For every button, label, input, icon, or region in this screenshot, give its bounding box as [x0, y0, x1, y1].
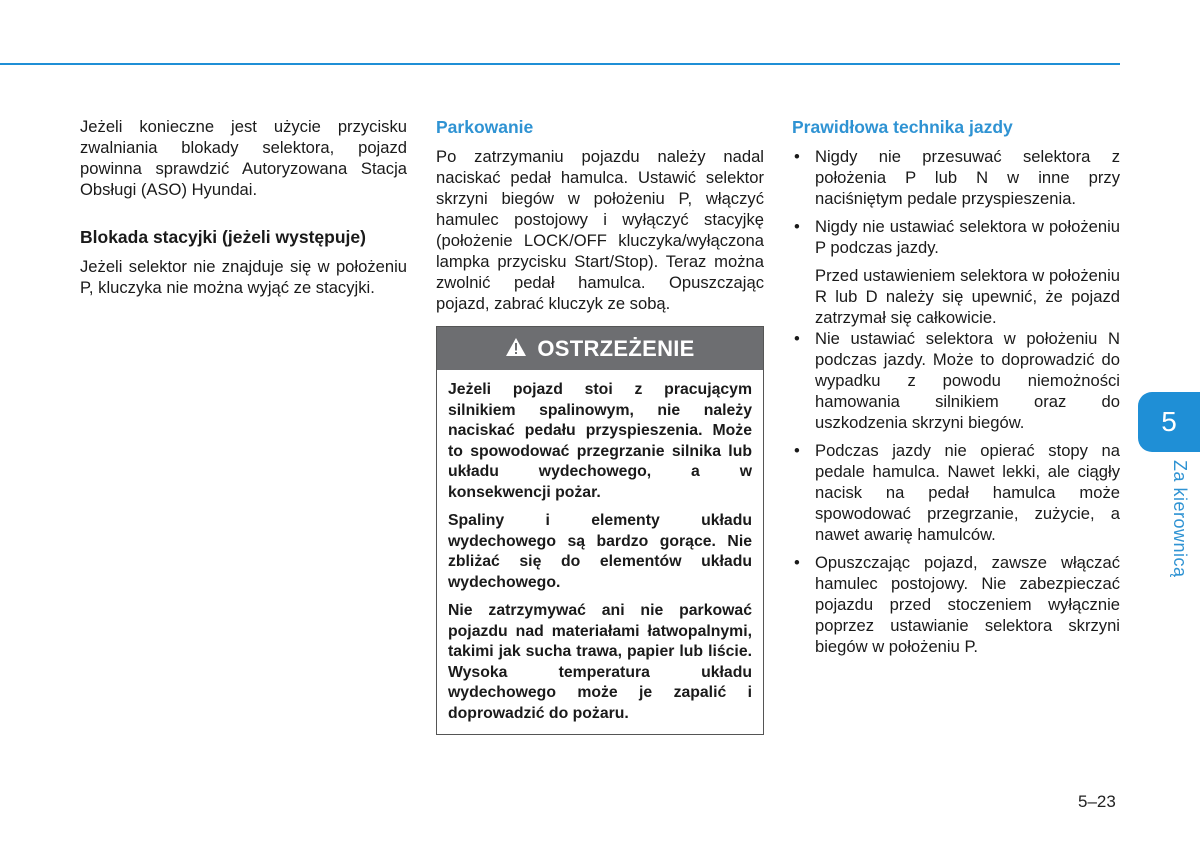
- bullet-list: [792, 328, 1120, 657]
- ignition-lock-paragraph: Jeżeli selektor nie znajduje się w położeniu P, kluczyka nie można wyjąć ze stacyjki.: [80, 257, 407, 297]
- list-item: • Opuszczając pojazd, zawsze włączać hamulec postojowy. Nie zabezpieczać pojazdu przed stoczeniem wyłącznie poprzez ustawianie selektora skrzyni biegów w położeniu P.: [792, 552, 1120, 657]
- section-heading-parking: Parkowanie: [436, 117, 534, 137]
- chapter-label: Za kierownicą: [1170, 460, 1190, 578]
- list-item: • Nie ustawiać selektora w położeniu N podczas jazdy. Może to doprowadzić do wypadku z powodu niemożności hamowania silnikiem oraz do uszkodzenia skrzyni biegów.: [792, 328, 1120, 433]
- column-middle: [436, 116, 764, 735]
- warning-triangle-icon: [505, 337, 527, 360]
- chapter-number: 5: [1161, 406, 1177, 437]
- header-rule: [0, 63, 1120, 65]
- section-heading-driving-technique: Prawidłowa technika jazdy: [792, 117, 1013, 137]
- warning-paragraph: Jeżeli pojazd stoi z pracującym silnikiem spalinowym, nie należy naciskać pedału przyspieszenia. Może to spowodować przegrzanie silnika lub układu wydechowego, a w konsekwencji pożar.: [448, 381, 752, 501]
- bullet-list: [792, 146, 1120, 258]
- list-item: • Nigdy nie przesuwać selektora z położenia P lub N w inne przy naciśniętym pedale przyspieszenia.: [792, 146, 1120, 209]
- warning-box: [436, 326, 764, 735]
- warning-paragraph: Nie zatrzymywać ani nie parkować pojazdu nad materiałami łatwopalnymi, takimi jak sucha trawa, papier lub liście. Wysoka temperatura układu wydechowego może je zapalić i doprowadzić do pożaru.: [448, 602, 752, 722]
- column-right: [792, 116, 1120, 664]
- warning-header: [437, 327, 763, 370]
- list-item: • Podczas jazdy nie opierać stopy na pedale hamulca. Nawet lekki, ale ciągły nacisk na pedał hamulca może spowodować przegrzanie, zużycie, a nawet awarię hamulców.: [792, 440, 1120, 545]
- warning-paragraph: Spaliny i elementy układu wydechowego są bardzo gorące. Nie zbliżać się do elementów układu wydechowego.: [448, 512, 752, 591]
- page-number: 5–23: [1078, 792, 1116, 811]
- warning-title: OSTRZEŻENIE: [537, 336, 695, 361]
- parking-paragraph: Po zatrzymaniu pojazdu należy nadal naciskać pedał hamulca. Ustawić selektor skrzyni biegów w położeniu P, włączyć hamulec postojowy i wyłączyć stacyjkę (położenie LOCK/OFF kluczyka/wyłączona lampka przycisku Start/Stop). Teraz można zwolnić pedał hamulca. Opuszczając pojazd, zabrać kluczyk ze sobą.: [436, 147, 764, 313]
- chapter-tab: [1138, 392, 1200, 452]
- section-heading-ignition-lock: Blokada stacyjki (jeżeli występuje): [80, 227, 366, 247]
- intro-paragraph: Jeżeli konieczne jest użycie przycisku zwalniania blokady selektora, pojazd powinna sprawdzić Autoryzowana Stacja Obsługi (ASO) Hyundai.: [80, 117, 407, 199]
- list-item: • Nigdy nie ustawiać selektora w położeniu P podczas jazdy.: [792, 216, 1120, 258]
- warning-body: [437, 370, 763, 734]
- sub-paragraph: Przed ustawieniem selektora w położeniu R lub D należy się upewnić, że pojazd zatrzymał się całkowicie.: [815, 266, 1120, 327]
- column-left: [80, 116, 407, 298]
